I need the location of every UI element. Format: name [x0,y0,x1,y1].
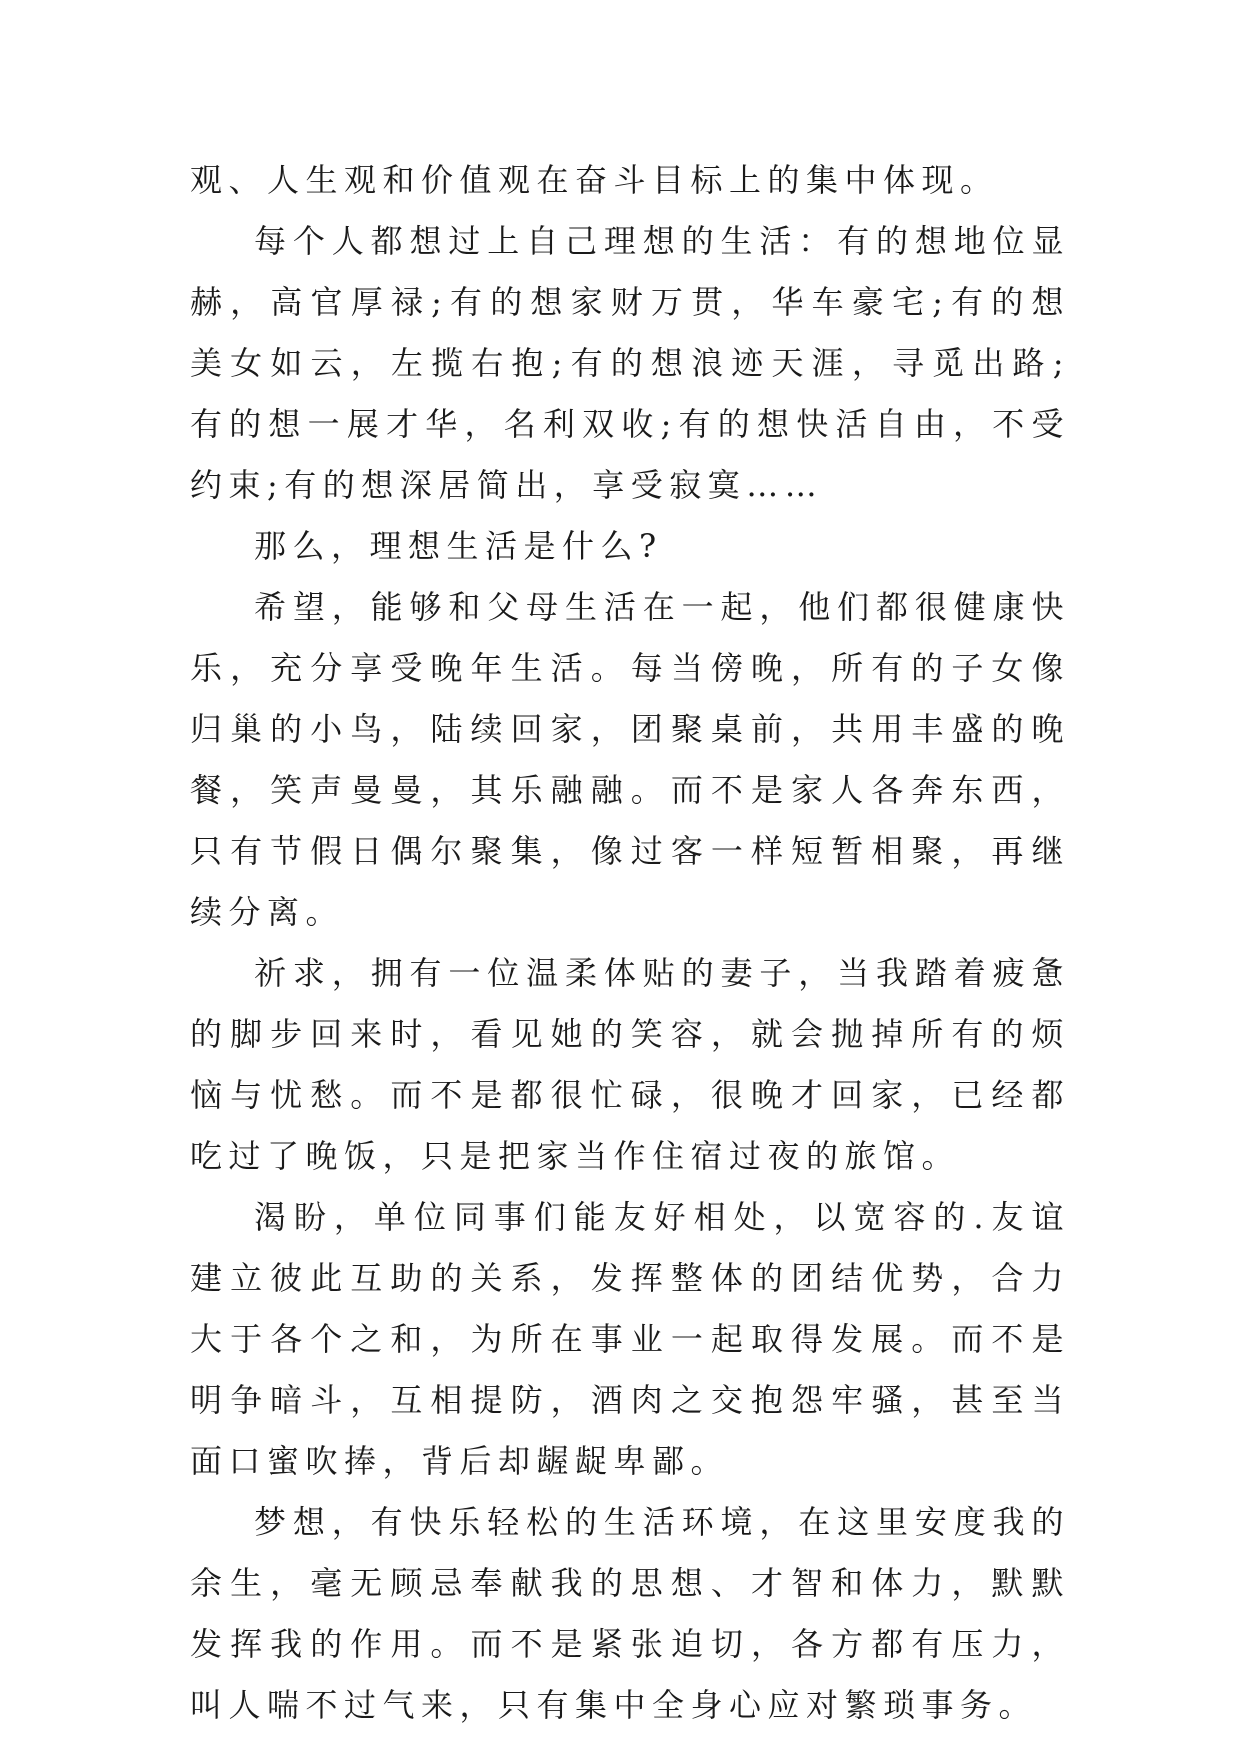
paragraph-3: 那么，理想生活是什么? [254,527,663,565]
paragraph-6: 渴盼，单位同事们能友好相处，以宽容的.友谊建立彼此互助的关系，发挥整体的团结优势，合力大于各个之和，为所在事业一起取得发展。而不是明争暗斗，互相提防，酒肉之交抱怨牢骚，甚至当面口蜜吹捧，背后却龌龊卑鄙。 [190,1198,1070,1480]
paragraph-7: 梦想，有快乐轻松的生活环境，在这里安度我的余生，毫无顾忌奉献我的思想、才智和体力，默默发挥我的作用。而不是紧张迫切，各方都有压力，叫人喘不过气来，只有集中全身心应对繁琐事务。 [190,1503,1070,1724]
paragraph-5: 祈求，拥有一位温柔体贴的妻子，当我踏着疲惫的脚步回来时，看见她的笑容，就会抛掉所有的烦恼与忧愁。而不是都很忙碌，很晚才回家，已经都吃过了晚饭，只是把家当作住宿过夜的旅馆。 [190,954,1070,1175]
paragraph-4: 希望，能够和父母生活在一起，他们都很健康快乐，充分享受晚年生活。每当傍晚，所有的子女像归巢的小鸟，陆续回家，团聚桌前，共用丰盛的晚餐，笑声曼曼，其乐融融。而不是家人各奔东西，只有节假日偶尔聚集，像过客一样短暂相聚，再继续分离。 [190,588,1070,931]
paragraph-1: 观、人生观和价值观在奋斗目标上的集中体现。 [190,161,999,199]
paragraph-2: 每个人都想过上自己理想的生活：有的想地位显赫，高官厚禄;有的想家财万贯，华车豪宅;有的想美女如云，左揽右抱;有的想浪迹天涯，寻觅出路;有的想一展才华，名利双收;有的想快活自由，不受约束;有的想深居简出，享受寂寞…… [190,222,1070,504]
document-body [190,150,1070,1736]
